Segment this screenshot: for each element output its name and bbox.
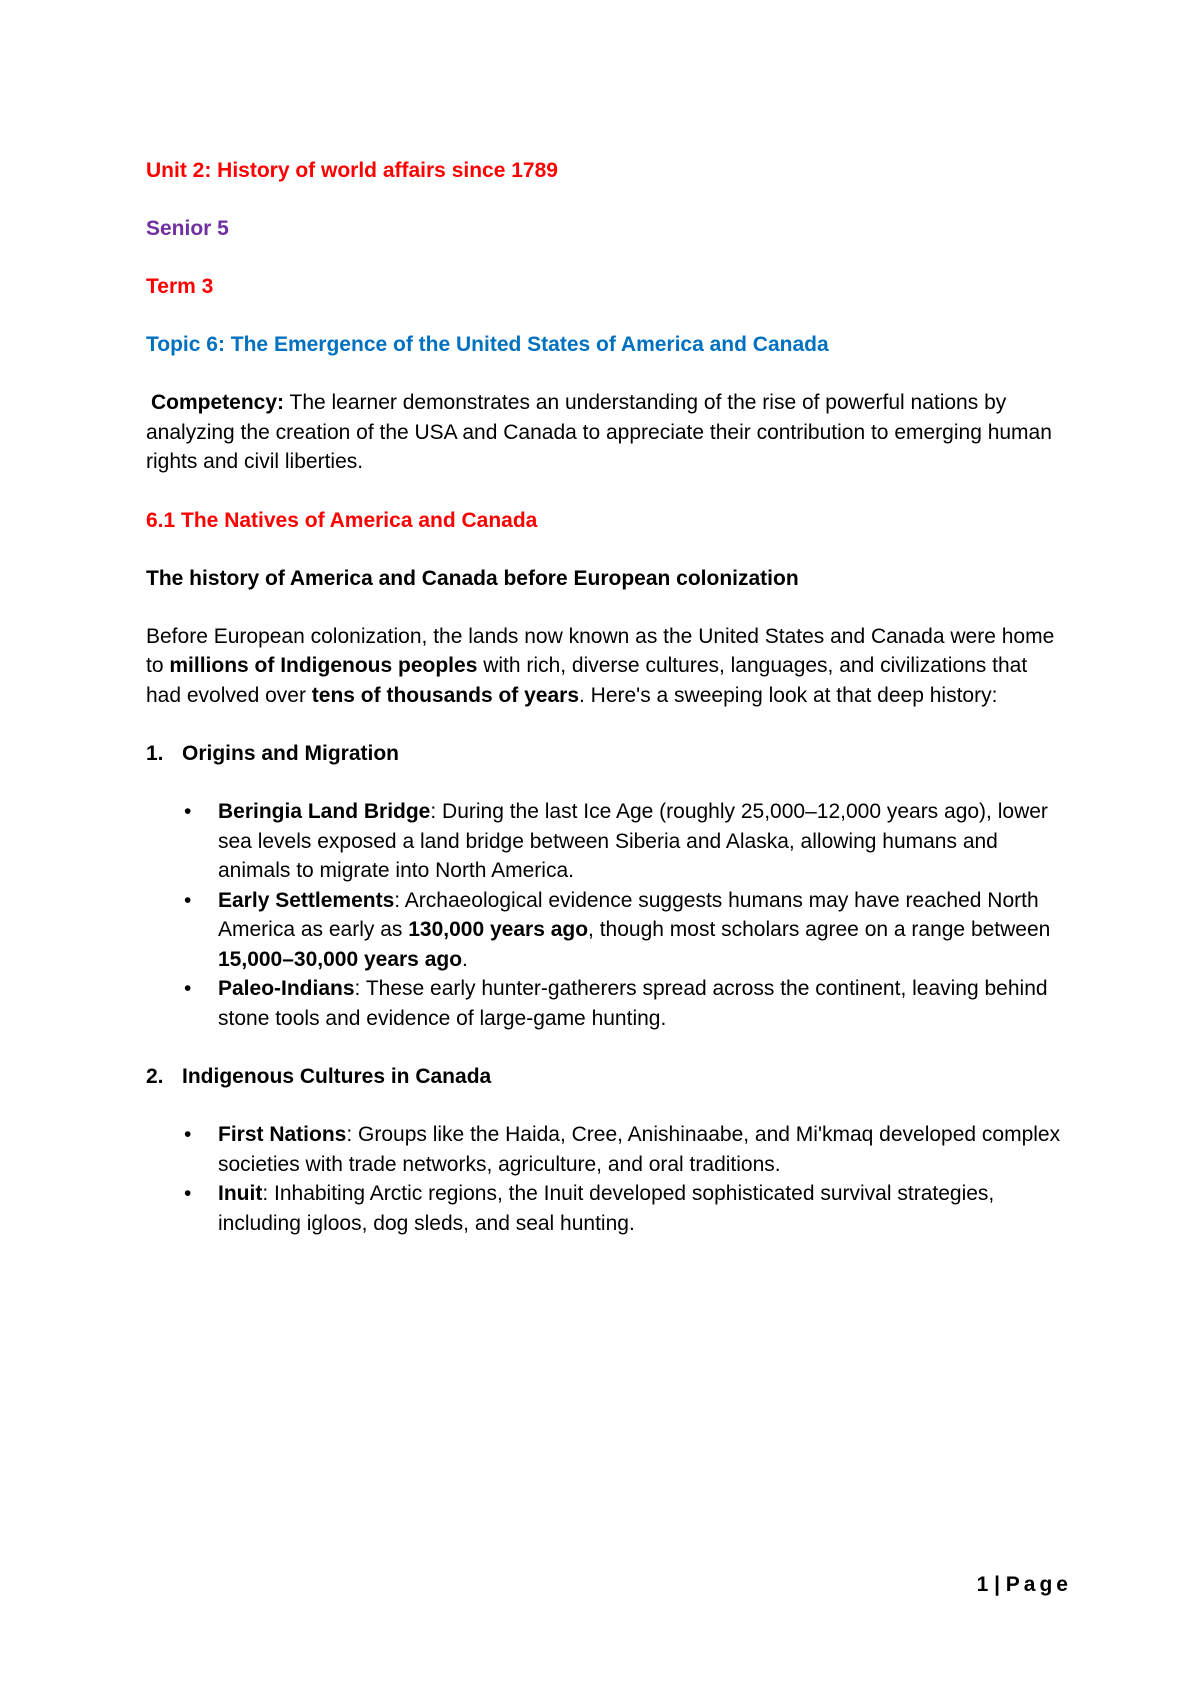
document-content [146,156,1066,1267]
bullet-icon: • [184,888,192,912]
list-item-text: , though most scholars agree on a range between [588,918,1051,941]
page-separator: | [988,1573,1006,1596]
list-item-text: : Archaeological evidence suggests humans may have reached North America as early as [218,888,1039,941]
list-item-bold: 15,000–30,000 years ago [218,947,463,971]
intro-text-1: Before European colonization, the lands now known as the United States and Canada were home to [146,624,1055,677]
list-item [146,1179,1066,1238]
list-item [146,886,1066,975]
list-item-term: Paleo-Indians [218,977,355,1000]
list-item [146,797,1066,886]
bullet-icon: • [184,800,192,823]
list-item-bold: 130,000 years ago [408,918,589,941]
bullet-icon: • [184,977,192,1000]
list1-heading [146,739,1066,768]
list-item-term: Early Settlements [218,888,395,912]
list-item-text: . [462,947,468,971]
intro-paragraph [146,622,1066,711]
competency-text: The learner demonstrates an understanding of the rise of powerful nations by analyzing the creation of the USA and Canada to appreciate their contribution to emerging human rights and civil liberties. [146,391,1052,473]
level-heading: Senior 5 [146,217,229,240]
list2-heading [146,1062,1066,1091]
section-subtitle: The history of America and Canada before European colonization [146,566,799,590]
list-item-term: Beringia Land Bridge [218,800,431,823]
intro-text-3: . Here's a sweeping look at that deep history: [579,683,998,707]
competency-label: Competency: [151,391,285,414]
intro-bold-2: tens of thousands of years [311,683,579,707]
list2-title: Indigenous Cultures in Canada [182,1065,492,1088]
list-item-term: Inuit [218,1182,263,1205]
page-footer [977,1570,1072,1599]
bullet-icon: • [184,1123,192,1146]
section-title: 6.1 The Natives of America and Canada [146,508,538,532]
list-item-text: : Groups like the Haida, Cree, Anishinaabe, and Mi'kmaq developed complex societies with trade networks, agriculture, and oral traditions. [218,1123,1061,1176]
list-item [146,974,1066,1033]
list-item-term: First Nations [218,1123,347,1146]
list-item-text: : During the last Ice Age (roughly 25,000–12,000 years ago), lower sea levels exposed a land bridge between Siberia and Alaska, allowing humans and animals to migrate into North America. [218,800,1048,882]
list2-bullets [146,1120,1066,1238]
list1-title: Origins and Migration [182,742,400,765]
bullet-icon: • [184,1182,192,1205]
list-item-text: : Inhabiting Arctic regions, the Inuit developed sophisticated survival strategies, including igloos, dog sleds, and seal hunting. [218,1182,995,1235]
page-number: 1 [976,1573,989,1596]
topic-heading: Topic 6: The Emergence of the United States of America and Canada [146,333,829,356]
term-heading: Term 3 [146,275,214,298]
list1-number: 1. [146,742,164,765]
list-item [146,1120,1066,1179]
list2-number: 2. [146,1065,164,1088]
unit-heading: Unit 2: History of world affairs since 1789 [146,159,558,182]
list-item-text: : These early hunter-gatherers spread across the continent, leaving behind stone tools and evidence of large-game hunting. [218,977,1048,1030]
competency-paragraph [146,388,1066,477]
page-label: Page [1005,1573,1072,1596]
list1-bullets [146,797,1066,1033]
intro-text-2: with rich, diverse cultures, languages, and civilizations that had evolved over [146,654,1028,707]
intro-bold-1: millions of Indigenous peoples [169,654,478,677]
